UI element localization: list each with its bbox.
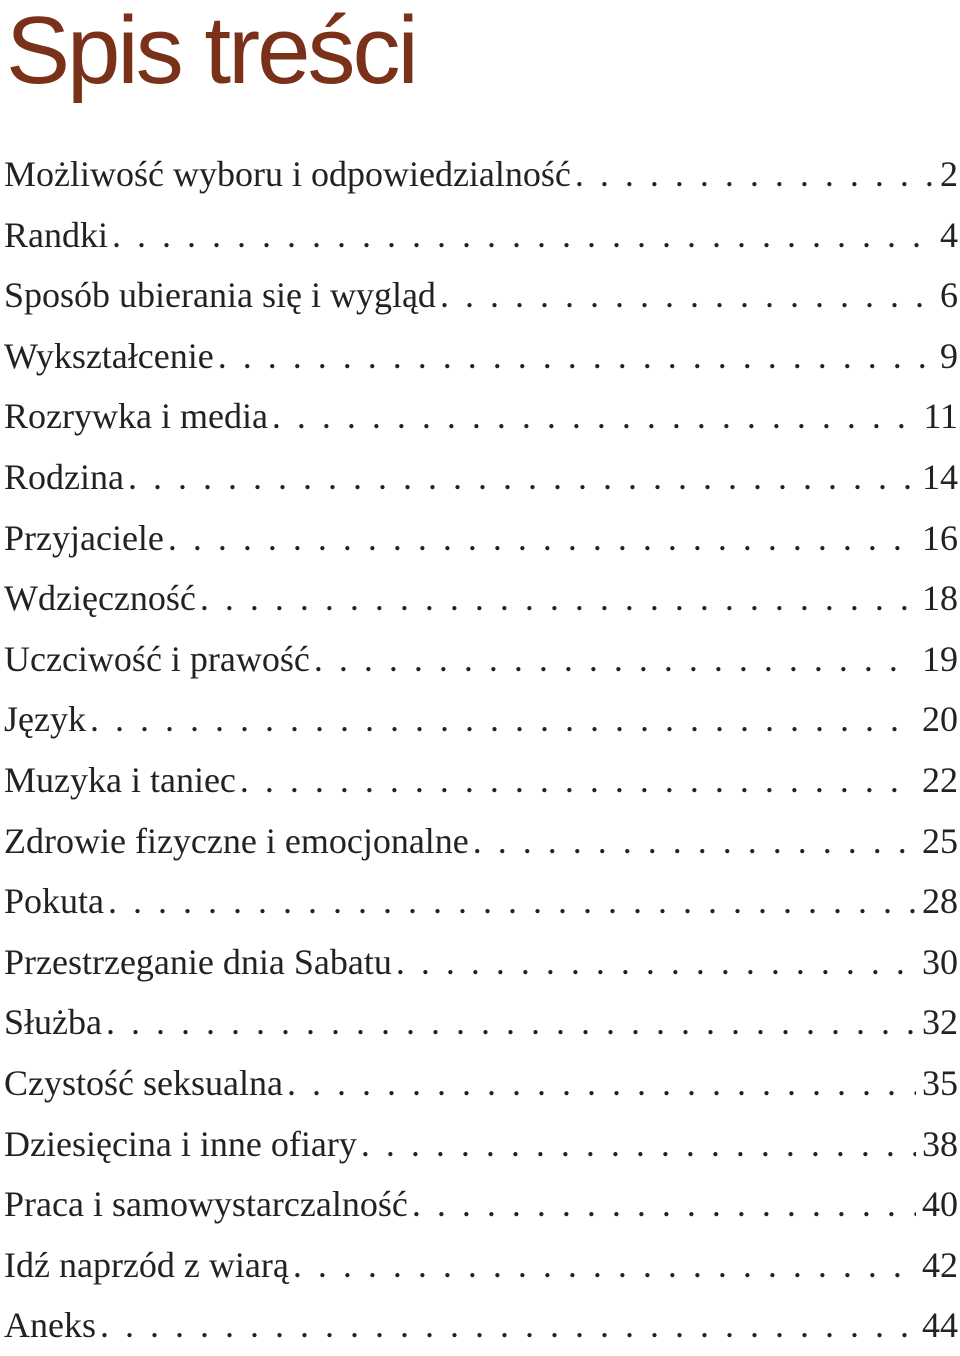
dot-leader (287, 1053, 916, 1113)
toc-entry-title: Idź naprzód z wiarą (4, 1244, 289, 1285)
toc-entry-page: 6 (940, 275, 958, 316)
dot-leader (90, 689, 916, 749)
toc-entry-title: Aneks (4, 1305, 96, 1346)
toc-entry-title: Rozrywka i media (4, 396, 268, 437)
toc-entry[interactable] (4, 1174, 958, 1235)
toc-entry[interactable] (4, 1114, 958, 1175)
toc-entry[interactable] (4, 265, 958, 326)
dot-leader (240, 750, 916, 810)
toc-entry-title: Praca i samowystarczalność (4, 1184, 408, 1225)
toc-entry[interactable] (4, 386, 958, 447)
dot-leader (218, 326, 934, 386)
dot-leader (473, 811, 916, 871)
toc-entry-title: Wdzięczność (4, 578, 196, 619)
dot-leader (361, 1114, 916, 1174)
dot-leader (293, 1235, 916, 1295)
toc-entry[interactable] (4, 1235, 958, 1296)
toc-entry-title: Przyjaciele (4, 517, 164, 558)
dot-leader (272, 386, 917, 446)
table-of-contents (4, 144, 958, 1356)
toc-entry-page: 16 (922, 517, 958, 558)
toc-entry[interactable] (4, 508, 958, 569)
toc-entry[interactable] (4, 689, 958, 750)
toc-entry-page: 14 (922, 456, 958, 497)
toc-entry[interactable] (4, 568, 958, 629)
dot-leader (200, 568, 916, 628)
dot-leader (396, 932, 916, 992)
toc-entry-page: 25 (922, 820, 958, 861)
toc-entry[interactable] (4, 326, 958, 387)
toc-entry-page: 4 (940, 214, 958, 255)
toc-entry[interactable] (4, 447, 958, 508)
toc-entry[interactable] (4, 629, 958, 690)
dot-leader (575, 144, 934, 204)
toc-entry[interactable] (4, 932, 958, 993)
toc-entry-title: Dziesięcina i inne ofiary (4, 1123, 357, 1164)
toc-entry[interactable] (4, 1053, 958, 1114)
toc-entry-page: 19 (922, 638, 958, 679)
dot-leader (128, 447, 916, 507)
toc-entry[interactable] (4, 1295, 958, 1356)
toc-entry-page: 18 (922, 578, 958, 619)
toc-entry[interactable] (4, 992, 958, 1053)
toc-entry-page: 40 (922, 1184, 958, 1225)
toc-entry-page: 20 (922, 699, 958, 740)
toc-entry-title: Możliwość wyboru i odpowiedzialność (4, 154, 571, 194)
toc-entry-page: 11 (923, 396, 958, 437)
dot-leader (314, 629, 916, 689)
toc-entry-title: Służba (4, 1002, 102, 1043)
toc-entry[interactable] (4, 205, 958, 266)
toc-entry[interactable] (4, 144, 958, 205)
toc-entry-title: Język (4, 699, 86, 740)
dot-leader (440, 265, 934, 325)
toc-entry-page: 2 (940, 154, 958, 194)
toc-entry-title: Muzyka i taniec (4, 759, 236, 800)
toc-entry-page: 38 (922, 1123, 958, 1164)
toc-entry[interactable] (4, 871, 958, 932)
dot-leader (112, 205, 934, 265)
toc-entry-title: Rodzina (4, 456, 124, 497)
page-title: Spis treści (6, 0, 416, 104)
toc-entry-title: Uczciwość i prawość (4, 638, 310, 679)
toc-entry-title: Zdrowie fizyczne i emocjonalne (4, 820, 469, 861)
toc-entry-page: 30 (922, 941, 958, 982)
toc-entry-page: 35 (922, 1062, 958, 1103)
dot-leader (106, 992, 916, 1052)
toc-entry-page: 9 (940, 335, 958, 376)
toc-entry-page: 42 (922, 1244, 958, 1285)
toc-entry-title: Czystość seksualna (4, 1062, 283, 1103)
toc-entry-page: 44 (922, 1305, 958, 1346)
toc-entry-title: Wykształcenie (4, 335, 214, 376)
toc-entry-title: Sposób ubierania się i wygląd (4, 275, 436, 316)
toc-entry[interactable] (4, 811, 958, 872)
dot-leader (412, 1174, 916, 1234)
toc-entry-title: Przestrzeganie dnia Sabatu (4, 941, 392, 982)
toc-entry-page: 28 (922, 881, 958, 922)
toc-entry-title: Randki (4, 214, 108, 255)
dot-leader (168, 508, 916, 568)
dot-leader (100, 1295, 916, 1355)
toc-entry-page: 22 (922, 759, 958, 800)
dot-leader (108, 871, 916, 931)
toc-entry[interactable] (4, 750, 958, 811)
toc-entry-page: 32 (922, 1002, 958, 1043)
toc-entry-title: Pokuta (4, 881, 105, 922)
